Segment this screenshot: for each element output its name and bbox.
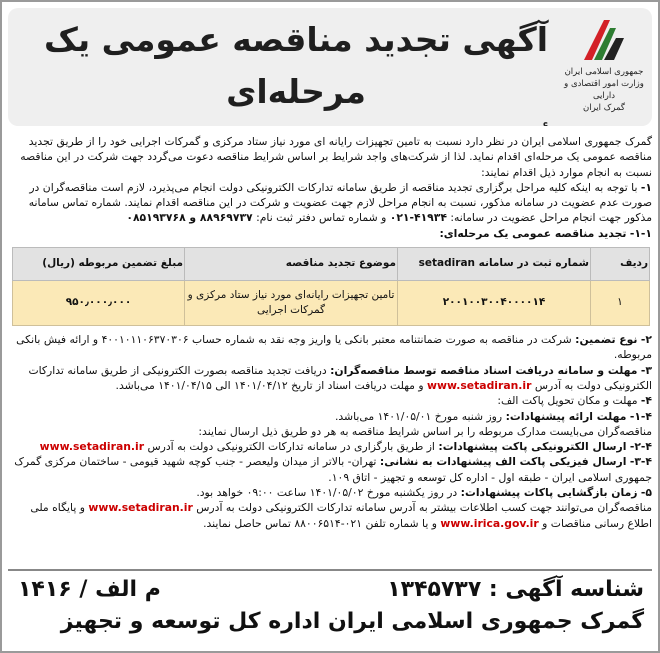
notice-body [10,134,652,531]
item-3 [10,363,652,394]
table-header-row [13,248,650,281]
setadiran-link[interactable]: www.setadiran.ir [427,378,532,392]
item-3-number: ۳- [640,363,652,377]
notice-subtitle [16,118,576,126]
item-4-note: مناقصه‌گران می‌بایست مدارک مربوطه را بر اساس شرایط مناقصه به هر دو طریق ذیل ارسال نمایند: [198,424,652,438]
item-1-number: ۱- [640,180,652,194]
col-subject-header: موضوع تجدید مناقصه [185,248,398,281]
item-1 [10,180,652,226]
tender-table [12,247,650,326]
item-4-text: مهلت و مکان تحویل پاکت الف: [497,394,638,408]
item-4-3-number: ۳-۴- [629,455,652,469]
ad-id: شناسه آگهی : ۱۳۴۵۷۳۷ [387,577,644,602]
item-3-text-a: دریافت تجدید مناقصه بصورت الکترونیکی از طریق سامانه تدارکات الکترونیکی دولت به آدرس [28,363,652,392]
item-4-2-number: ۲-۴- [629,440,652,454]
item-1-1-title: تجدید مناقصه عمومی یک مرحله‌ای: [439,226,627,240]
col-row-header: ردیف [591,248,650,281]
closing-text-c: و یا شماره تلفن ۰۲۱-۸۸۰۰۶۵۱۴ تماس حاصل نمایند. [203,516,437,530]
col-guarantee-header: مبلغ تضمین مربوطه (ریال) [13,248,185,281]
item-2-label: نوع تضمین: [575,333,638,347]
irica-link[interactable]: www.irica.gov.ir [440,516,539,530]
col-reg-header: شماره ثبت در سامانه setadiran [398,248,591,281]
item-4-1-label: مهلت ارائه پیشنهادات: [505,409,627,423]
item-5-number: ۵- [640,486,652,500]
logo-line-3: گمرک ایران [583,103,625,113]
item-4-2 [10,439,652,454]
item-4-1-text: روز شنبه مورخ ۱۴۰۱/۰۵/۰۱ می‌باشد. [334,409,503,423]
cell-row-number: ۱ [591,281,650,326]
issuing-organization: گمرک جمهوری اسلامی ایران اداره کل توسعه و تجهیز [60,609,644,634]
notice-header [8,8,652,126]
cell-subject: تامین تجهیزات رایانه‌ای مورد نیاز ستاد مرکزی و گمرکات اجرایی [185,281,398,326]
item-1-1-number: ۱-۱- [629,226,652,240]
item-1-1 [10,226,652,241]
item-2 [10,332,652,363]
customs-emblem-icon [580,16,628,64]
table-row [13,281,650,326]
item-1-phone-1: ۰۲۱-۴۱۹۳۴ [389,211,447,225]
item-2-text: شرکت در مناقصه به صورت ضمانتنامه معتبر بانکی یا واریز وجه نقد به شماره حساب ۴۰۰۱۰۱۱۰۶۳۷۰۳۰۶ و ارائه فیش بانکی مربوطه. [16,333,652,362]
item-1-phone-join: و شماره تماس دفتر ثبت نام: [256,211,387,225]
item-4-3-text: تهران- بالاتر از میدان ولیعصر - جنب کوچه شهید قیومی - ساختمان مرکزی گمرک جمهوری اسلامی ایران - طبقه اول - اداره کل توسعه و تجهیز - اتاق ۱۰۹. [14,455,652,484]
item-3-text-b: و مهلت دریافت اسناد از تاریخ ۱۴۰۱/۰۴/۱۲ الی ۱۴۰۱/۰۴/۱۵ می‌باشد. [115,378,424,392]
notice-footer [8,569,652,645]
customs-logo [564,16,644,120]
title-block [16,14,576,122]
notice-title: آگهی تجدید مناقصه عمومی یک مرحله‌ای [43,20,549,111]
ad-reference: م الف / ۱۴۱۶ [18,577,161,602]
cell-guarantee-amount: ۹۵۰٫۰۰۰٫۰۰۰ [13,281,185,326]
setadiran-link-2[interactable]: www.setadiran.ir [39,440,145,454]
item-5-label: زمان بازگشایی پاکات پیشنهادات: [460,486,638,500]
setadiran-link-3[interactable]: www.setadiran.ir [88,501,193,515]
closing-text-b: و پایگاه ملی اطلاع رسانی مناقصات و [30,501,652,530]
item-5-text: در روز یکشنبه مورخ ۱۴۰۱/۰۵/۰۲ ساعت ۰۹:۰۰ خواهد بود. [196,486,458,500]
logo-line-1: جمهوری اسلامی ایران [564,67,644,77]
item-4-2-text: از طریق بارگزاری در سامانه تدارکات الکترونیکی دولت به آدرس [147,440,435,454]
closing-text-a: مناقصه‌گران می‌توانند جهت کسب اطلاعات بیشتر به آدرس سامانه تدارکات الکترونیکی دولت به آدرس [196,501,652,515]
item-4-2-label: ارسال الکترونیکی پاکت پیشنهادات: [438,440,627,454]
item-4-number: ۴- [640,394,652,408]
item-4-3 [10,454,652,485]
item-3-label: مهلت و سامانه دریافت اسناد مناقصه توسط مناقصه‌گران: [330,363,638,377]
item-5 [10,485,652,500]
item-1-phone-2: ۸۸۹۶۹۷۳۷ و ۰۸۵۱۹۳۷۶۸ [126,211,253,225]
item-4 [10,393,652,408]
logo-line-2: وزارت امور اقتصادی و دارایی [564,79,644,101]
item-4-1-number: ۱-۴- [629,409,652,423]
closing-paragraph [10,500,652,531]
item-2-number: ۲- [640,333,652,347]
item-1-text: با توجه به اینکه کلیه مراحل برگزاری تجدید مناقصه از طریق سامانه تدارکات الکترونیکی دولت انجام می‌پذیرد، لازم است مناقصه‌گران در صورت عدم عضویت در سامانه مذکور، نسبت به انجام مراحل لازم جهت عضویت و شرکت در این مناقصه اقدام نمایند. شماره تماس سامانه مذکور جهت انجام مراحل عضویت در سامانه: [28,180,652,225]
intro-paragraph: گمرک جمهوری اسلامی ایران در نظر دارد نسبت به تامین تجهیزات رایانه ای مورد نیاز ستاد مرکزی و گمرکات اجرایی خود را از طریق تجدید مناقصه عمومی یک مرحله‌ای اقدام نماید. لذا از شرکت‌های واجد شرایط بر اساس شرایط مناقصه دعوت می‌گردد جهت شرکت در این مناقصه نسبت به انجام موارد ذیل اقدام نمایند: [20,135,652,179]
item-4-3-label: ارسال فیزیکی پاکت الف پیشنهادات به نشانی: [379,455,627,469]
cell-registration-number: ۲۰۰۱۰۰۳۰۰۴۰۰۰۰۱۴ [398,281,591,326]
item-4-1 [10,409,652,424]
